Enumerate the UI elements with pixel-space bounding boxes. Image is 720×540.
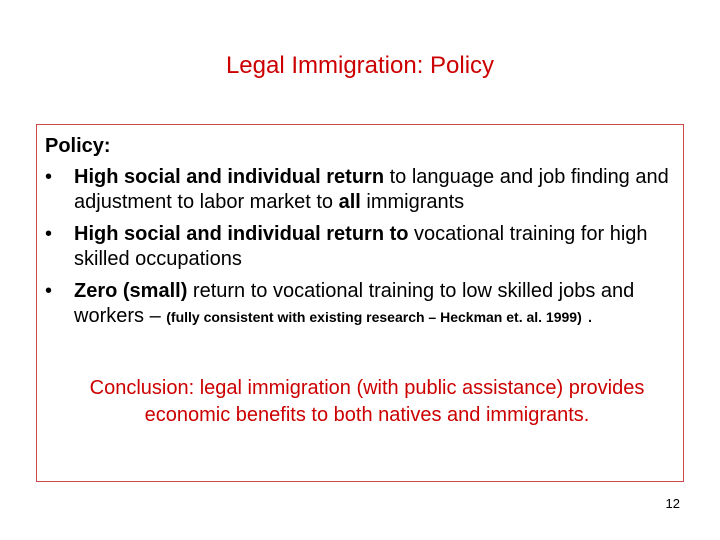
bullet-1-text: to language and job finding and adjustment to labor market to <box>74 166 669 213</box>
bullet-item-2 <box>45 222 679 272</box>
bullet-dot-icon: • <box>45 166 53 188</box>
bullet-3-bold: Zero (small) <box>74 280 188 302</box>
bullet-2-bold: High social and individual return to <box>74 223 409 245</box>
bullet-1-bold-2: all <box>338 191 361 213</box>
bullet-1-bold: High social and individual return <box>74 166 385 188</box>
bullet-1-text-2: immigrants <box>360 191 465 213</box>
bullet-2-text: vocational training for high skilled occupations <box>74 223 648 270</box>
bullet-list <box>45 165 679 337</box>
bullet-item-3 <box>45 279 679 330</box>
bullet-3-text-2: . <box>581 305 593 327</box>
bullet-dot-icon: • <box>45 280 53 302</box>
bullet-3-text: return to vocational training to low skilled jobs and workers – <box>74 280 635 327</box>
slide-title: Legal Immigration: Policy <box>225 52 495 79</box>
bullet-3-citation: (fully consistent with existing research – Heckman et. al. 1999) <box>166 309 582 325</box>
bullet-dot-icon: • <box>45 223 53 245</box>
policy-heading: Policy: <box>45 135 111 157</box>
bullet-item-1 <box>45 165 679 215</box>
page-number: 12 <box>665 496 680 511</box>
content-box <box>36 124 684 482</box>
conclusion-text: Conclusion: legal immigration (with public assistance) provides economic benefits to both natives and immigrants. <box>89 377 645 426</box>
